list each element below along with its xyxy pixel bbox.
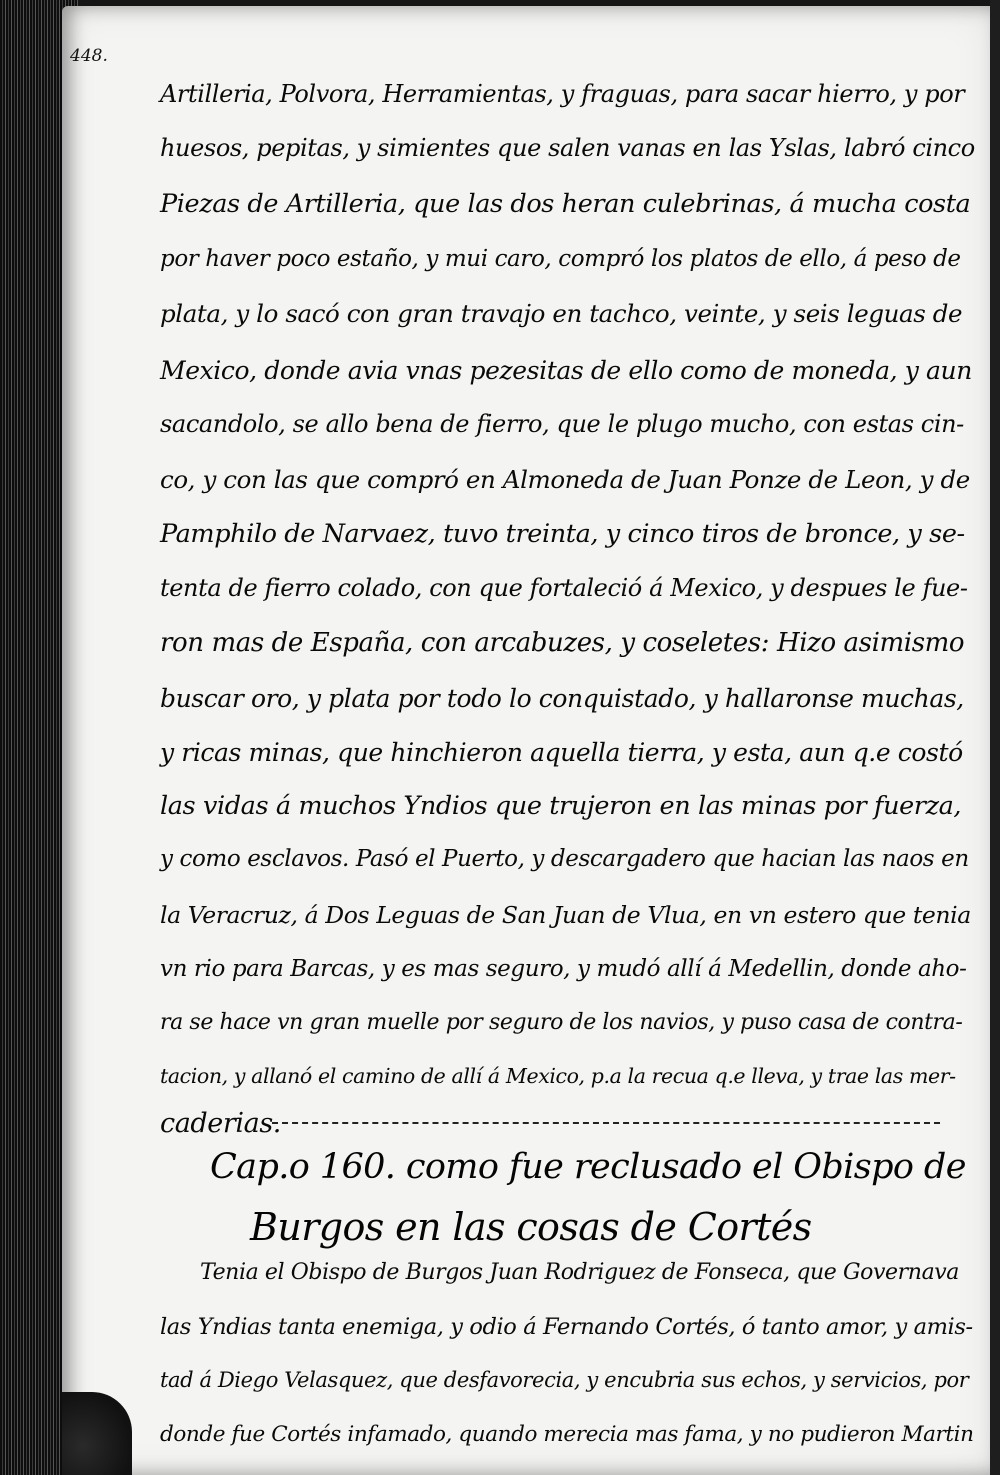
body-line: vn rio para Barcas, y es mas seguro, y mudó allí á Medellin, donde aho- — [160, 956, 967, 982]
chapter-line: Tenia el Obispo de Burgos Juan Rodriguez de Fonseca, que Governava — [200, 1260, 960, 1285]
page-number: 448. — [70, 46, 108, 66]
body-line: tenta de fierro colado, con que fortaleció á Mexico, y despues le fue- — [160, 574, 968, 602]
body-line: Artilleria, Polvora, Herramientas, y fraguas, para sacar hierro, y por — [160, 80, 965, 108]
body-line: y como esclavos. Pasó el Puerto, y descargadero que hacian las naos en — [160, 846, 969, 872]
body-line: co, y con las que compró en Almoneda de Juan Ponze de Leon, y de — [160, 465, 970, 494]
body-line: las vidas á muchos Yndios que trujeron en las minas por fuerza, — [160, 791, 962, 821]
chapter-heading: Burgos en las cosas de Cortés — [250, 1205, 812, 1249]
line-filler-dashes — [272, 1122, 940, 1126]
body-line: y ricas minas, que hinchieron aquella tierra, y esta, aun q.e costó — [160, 738, 963, 767]
body-line: tacion, y allanó el camino de allí á Mexico, p.a la recua q.e lleva, y trae las mer- — [160, 1064, 956, 1088]
chapter-line: donde fue Cortés infamado, quando merecia mas fama, y no pudieron Martin — [160, 1422, 974, 1447]
body-line: ron mas de España, con arcabuzes, y coseletes: Hizo asimismo — [160, 628, 965, 658]
body-line: buscar oro, y plata por todo lo conquistado, y hallaronse muchas, — [160, 684, 964, 713]
chapter-heading: Cap.o 160. como fue reclusado el Obispo de — [210, 1147, 966, 1187]
body-line: ra se hace vn gran muelle por seguro de los navios, y puso casa de contra- — [160, 1010, 963, 1035]
body-line: Pamphilo de Narvaez, tuvo treinta, y cinco tiros de bronce, y se- — [160, 519, 965, 549]
body-line: plata, y lo sacó con gran travajo en tachco, veinte, y seis leguas de — [160, 299, 963, 328]
chapter-line: las Yndias tanta enemiga, y odio á Fernando Cortés, ó tanto amor, y amis- — [160, 1314, 973, 1340]
body-line: Mexico, donde avia vnas pezesitas de ello como de moneda, y aun — [160, 356, 972, 385]
body-line: sacandolo, se allo bena de fierro, que le plugo mucho, con estas cin- — [160, 410, 964, 438]
chapter-line: tad á Diego Velasquez, que desfavorecia, y encubria sus echos, y servicios, por — [160, 1368, 969, 1392]
body-line: Piezas de Artilleria, que las dos heran culebrinas, á mucha costa — [160, 189, 971, 219]
body-line: la Veracruz, á Dos Leguas de San Juan de Vlua, en vn estero que tenia — [160, 901, 971, 929]
body-line: huesos, pepitas, y simientes que salen vanas en las Yslas, labró cinco — [160, 134, 975, 162]
body-line: caderias. — [160, 1108, 281, 1139]
body-line: por haver poco estaño, y mui caro, compró los platos de ello, á peso de — [160, 246, 961, 272]
holding-thumb — [62, 1392, 132, 1475]
